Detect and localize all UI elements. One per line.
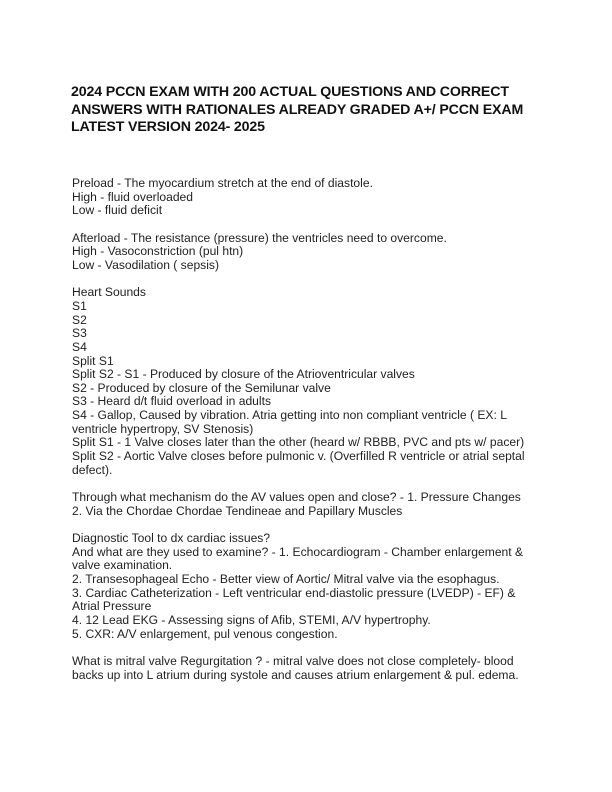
heart-sounds-paragraph (72, 286, 552, 477)
text-line: ventricle hypertropy, SV Stenosis) (72, 421, 254, 436)
text-line: valve examination. (72, 558, 173, 573)
text-line: defect). (72, 462, 113, 477)
text-line: S3 - Heard d/t fluid overload in adults (72, 394, 271, 409)
text-line: Diagnostic Tool to dx cardiac issues? (72, 531, 271, 545)
document-body (72, 177, 552, 696)
text-line: Preload - The myocardium stretch at the end of diastole. (72, 176, 373, 190)
text-line: Split S2 - Aortic Valve closes before pulmonic v. (Overfilled R ventricle or atrial septal (72, 449, 525, 464)
text-line: Split S2 - S1 - Produced by closure of the Atrioventricular valves (72, 367, 415, 382)
text-line: S4 (72, 339, 87, 354)
text-line: Afterload - The resistance (pressure) the ventricles need to overcome. (72, 230, 447, 245)
text-line: S2 (72, 312, 87, 327)
text-line: S2 - Produced by closure of the Semilunar valve (72, 380, 331, 395)
text-line: S3 (72, 326, 87, 341)
text-line: Heart Sounds (72, 285, 146, 300)
text-line: Low - fluid deficit (72, 203, 163, 218)
text-line: High - fluid overloaded (72, 189, 194, 204)
text-line: And what are they used to examine? - 1. Echocardiogram - Chamber enlargement & (72, 544, 524, 559)
document-title (71, 84, 551, 137)
title-line: LATEST VERSION 2024- 2025 (71, 119, 265, 136)
mitral-regurgitation-paragraph (72, 655, 552, 682)
text-line: 2. Via the Chordae Chordae Tendineae and Papillary Muscles (72, 503, 403, 518)
afterload-paragraph (72, 232, 552, 273)
text-line: 2. Transesophageal Echo - Better view of Aortic/ Mitral valve via the esophagus. (72, 571, 500, 586)
text-line: Through what mechanism do the AV values open and close? - 1. Pressure Changes (72, 490, 521, 505)
text-line: 4. 12 Lead EKG - Assessing signs of Afib, STEMI, A/V hypertrophy. (72, 612, 431, 627)
text-line: 3. Cardiac Catheterization - Left ventricular end-diastolic pressure (LVEDP) - EF) & (72, 585, 516, 600)
text-line: Low - Vasodilation ( sepsis) (72, 257, 219, 272)
text-line: S1 (72, 298, 87, 313)
title-line: 2024 PCCN EXAM WITH 200 ACTUAL QUESTIONS AND CORRECT (71, 84, 509, 100)
text-line: What is mitral valve Regurgitation ? - mitral valve does not close completely- blood (72, 653, 514, 668)
text-line: High - Vasoconstriction (pul htn) (72, 244, 244, 259)
text-line: S4 - Gallop, Caused by vibration. Atria getting into non compliant ventricle ( EX: L (72, 408, 507, 423)
text-line: backs up into L atrium during systole and causes atrium enlargement & pul. edema. (72, 667, 519, 682)
text-line: Split S1 - 1 Valve closes later than the other (heard w/ RBBB, PVC and pts w/ pacer) (72, 435, 525, 450)
av-valves-paragraph (72, 491, 552, 518)
diagnostic-tools-paragraph (72, 532, 552, 641)
preload-paragraph (72, 177, 552, 218)
text-line: Split S1 (72, 353, 114, 368)
title-line: ANSWERS WITH RATIONALES ALREADY GRADED A+/ PCCN EXAM (71, 101, 524, 118)
text-line: 5. CXR: A/V enlargement, pul venous congestion. (72, 626, 338, 641)
text-line: Atrial Pressure (72, 599, 152, 614)
